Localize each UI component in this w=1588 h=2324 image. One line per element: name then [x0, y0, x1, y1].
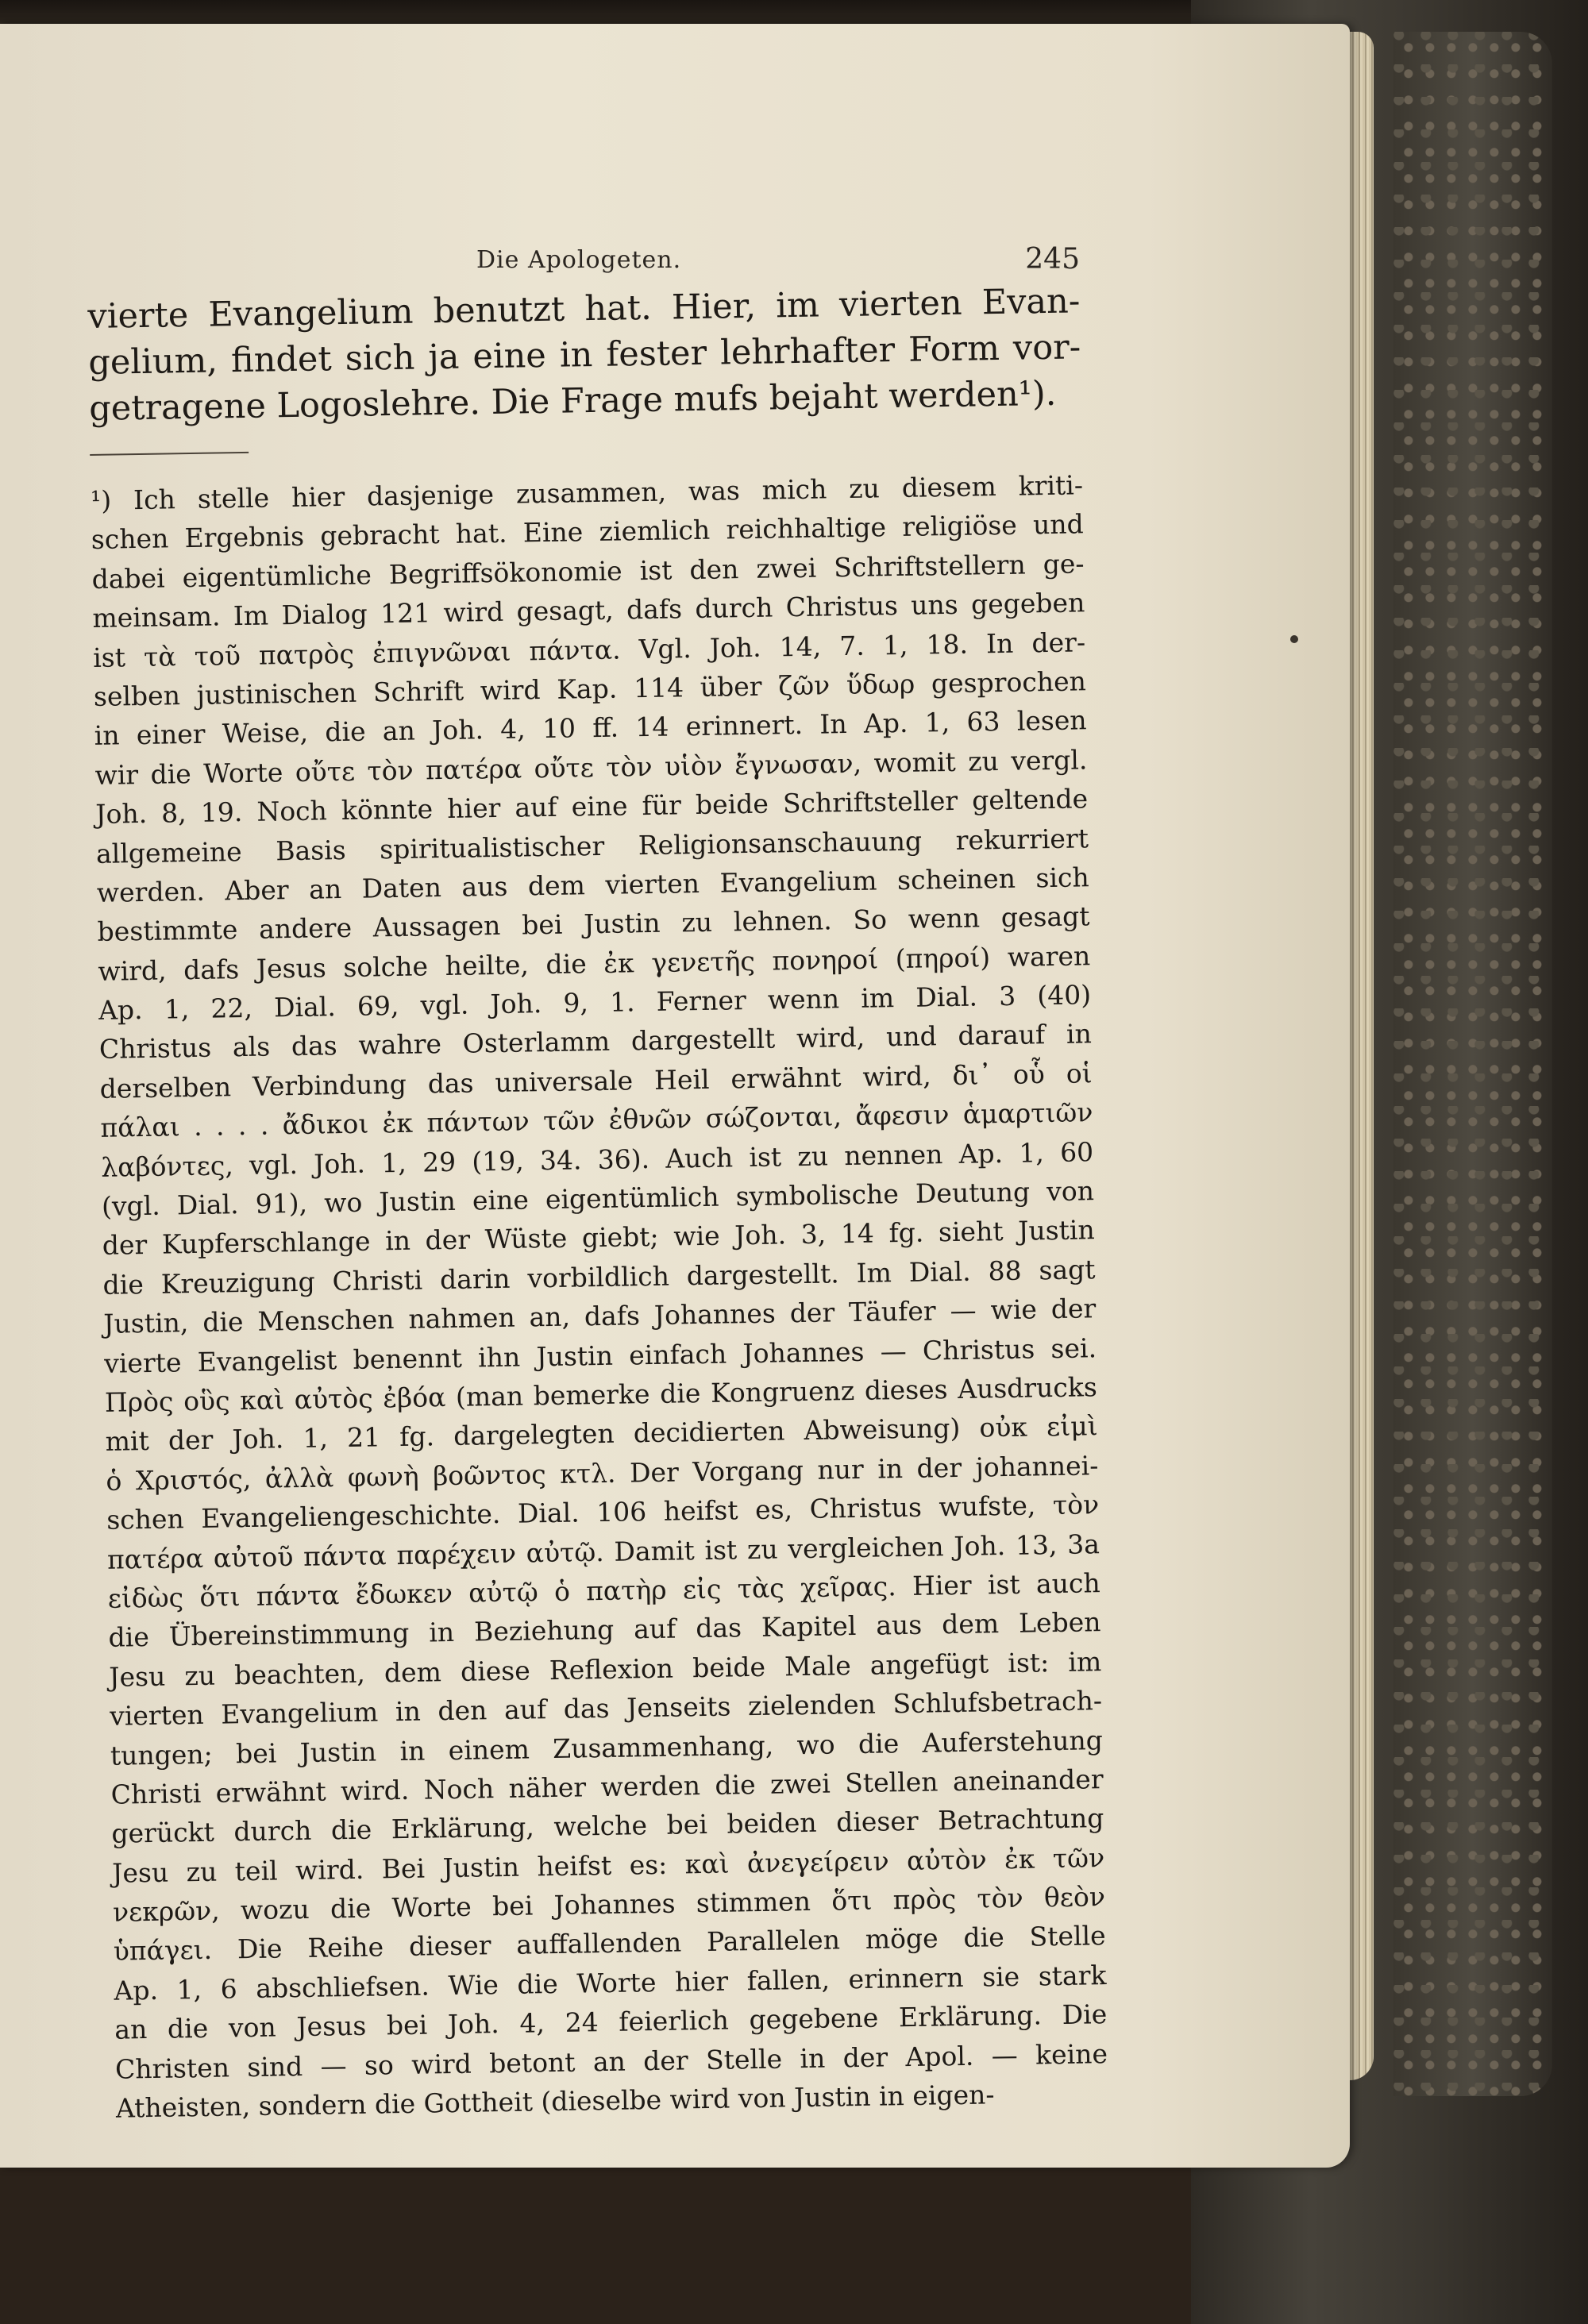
text-block [87, 278, 1108, 2128]
footnote-line: Justin, die Menschen nahmen an, dafs Johannes der Täufer — wie der [103, 1293, 1097, 1340]
footnote-line: Jesu zu beachten, dem diese Reflexion beide Male angefügt ist: im [109, 1645, 1102, 1693]
footnote-line: ὁ Χριστός, ἀλλὰ φωνὴ βοῶντος κτλ. Der Vorgang nur in der johannei- [106, 1449, 1099, 1497]
footnote-line: wird, dafs Jesus solche heilte, die ἐκ γενετῆς πονηροί (πηροί) waren [98, 939, 1091, 987]
footnote-line: πατέρα αὐτοῦ πάντα παρέχειν αὐτῷ. Damit ist zu vergleichen Joh. 13, 3a [106, 1528, 1100, 1575]
footnote-line: mit der Joh. 1, 21 fg. dargelegten decidierten Abweisung) οὐκ εἰμὶ [105, 1410, 1098, 1458]
footnote-line: ὑπάγει. Die Reihe dieser auffallenden Parallelen möge die Stelle [113, 1920, 1106, 1967]
footnote-line: dabei eigentümliche Begriffsökonomie ist den zwei Schriftstellern ge- [91, 548, 1085, 595]
footnote-line: ¹) Ich stelle hier dasjenige zusammen, was mich zu diesem kriti- [90, 469, 1084, 516]
footnote-line: schen Evangeliengeschichte. Dial. 106 heifst es, Christus wufste, τὸν [106, 1489, 1100, 1536]
footnote-line: in einer Weise, die an Joh. 4, 10 ff. 14 erinnert. In Ap. 1, 63 lesen [94, 704, 1087, 752]
footnote-line: schen Ergebnis gebracht hat. Eine ziemlich reichhaltige religiöse und [91, 508, 1085, 556]
footnote-line: gerückt durch die Erklärung, welche bei beiden dieser Betrachtung [111, 1802, 1104, 1850]
footnote-line: (vgl. Dial. 91), wo Justin eine eigentümlich symbolische Deutung von [101, 1175, 1095, 1222]
footnote-rule [90, 452, 249, 456]
footnote-line: Ap. 1, 6 abschliefsen. Wie die Worte hier fallen, erinnern sie stark [114, 1959, 1107, 2006]
body-line: vierte Evangelium benutzt hat. Hier, im vierten Evan- [87, 281, 1081, 337]
body-line: getragene Logoslehre. Die Frage mufs bejaht werden¹). [88, 373, 1057, 429]
footnote-line: bestimmte andere Aussagen bei Justin zu lehnen. So wenn gesagt [97, 900, 1090, 948]
body-text [87, 278, 1082, 432]
running-head: Die Apologeten. [476, 246, 682, 274]
footnote-line: die Kreuzigung Christi darin vorbildlich dargestellt. Im Dial. 88 sagt [102, 1254, 1096, 1301]
footnote-line: Jesu zu teil wird. Bei Justin heifst es: καὶ ἀνεγείρειν αὐτὸν ἐκ τῶν [111, 1841, 1105, 1889]
footnote-line: wir die Worte οὔτε τὸν πατέρα οὔτε τὸν υἱὸν ἔγνωσαν, womit zu vergl. [94, 744, 1088, 791]
footnote-line: selben justinischen Schrift wird Kap. 114 über ζῶν ὕδωρ gesprochen [93, 665, 1087, 712]
footnote-line: an die von Jesus bei Joh. 4, 24 feierlich gegebene Erklärung. Die [114, 1998, 1108, 2045]
footnote-line: Christi erwähnt wird. Noch näher werden die zwei Stellen aneinander [110, 1763, 1104, 1810]
footnote-line: Πρὸς οὓς καὶ αὐτὸς ἐβόα (man bemerke die Kongruenz dieses Ausdrucks [104, 1371, 1098, 1418]
footnote-line: Christus als das wahre Osterlamm dargestellt wird, und darauf in [98, 1018, 1093, 1066]
footnote-line: Atheisten, sondern die Gottheit (dieselbe wird von Justin in eigen- [115, 2079, 995, 2124]
body-line: gelium, findet sich ja eine in fester lehrhafter Form vor- [87, 327, 1081, 383]
footnote-line: ist τὰ τοῦ πατρὸς ἐπιγνῶναι πάντα. Vgl. Joh. 14, 7. 1, 18. In der- [92, 626, 1086, 673]
footnote-line: derselben Verbindung das universale Heil erwähnt wird, δι᾽ οὗ οἱ [99, 1058, 1093, 1104]
marbled-edge [1393, 32, 1552, 2096]
page-number: 245 [1025, 243, 1080, 276]
footnote-line: πάλαι . . . . ἄδικοι ἐκ πάντων τῶν ἐθνῶν σώζονται, ἄφεσιν ἁμαρτιῶν [100, 1096, 1093, 1144]
footnote-line: νεκρῶν, wozu die Worte bei Johannes stimmen ὅτι πρὸς τὸν θεὸν [112, 1881, 1106, 1928]
speck [1290, 635, 1298, 643]
footnote-line: vierten Evangelium in den auf das Jenseits zielenden Schlufsbetrach- [109, 1685, 1103, 1732]
footnote-line: λαβόντες, vgl. Joh. 1, 29 (19, 34. 36). Auch ist zu nennen Ap. 1, 60 [100, 1135, 1094, 1183]
footnote-line: die Übereinstimmung in Beziehung auf das Kapitel aus dem Leben [108, 1606, 1101, 1654]
footnote-line: Joh. 8, 19. Noch könnte hier auf eine für beide Schriftsteller geltende [94, 783, 1089, 831]
footnote-line: allgemeine Basis spiritualistischer Religionsanschauung rekurriert [95, 822, 1089, 869]
footnote-line: vierte Evangelist benennt ihn Justin einfach Johannes — Christus sei. [103, 1332, 1097, 1379]
footnote-line: tungen; bei Justin in einem Zusammenhang, wo die Auferstehung [110, 1724, 1104, 1771]
footnote-line: werden. Aber an Daten aus dem vierten Evangelium scheinen sich [96, 861, 1090, 908]
footnote [91, 465, 1108, 2128]
footnote-line: meinsam. Im Dialog 121 wird gesagt, dafs durch Christus uns gegeben [92, 587, 1085, 634]
footnote-line: εἰδὼς ὅτι πάντα ἔδωκεν αὐτῷ ὁ πατὴρ εἰς τὰς χεῖρας. Hier ist auch [107, 1567, 1100, 1614]
footnote-line: Ap. 1, 22, Dial. 69, vgl. Joh. 9, 1. Ferner wenn im Dial. 3 (40) [98, 979, 1092, 1026]
footnote-line: der Kupferschlange in der Wüste giebt; wie Joh. 3, 14 fg. sieht Justin [102, 1214, 1095, 1262]
footnote-line: Christen sind — so wird betont an der Stelle in der Apol. — keine [114, 2037, 1108, 2085]
